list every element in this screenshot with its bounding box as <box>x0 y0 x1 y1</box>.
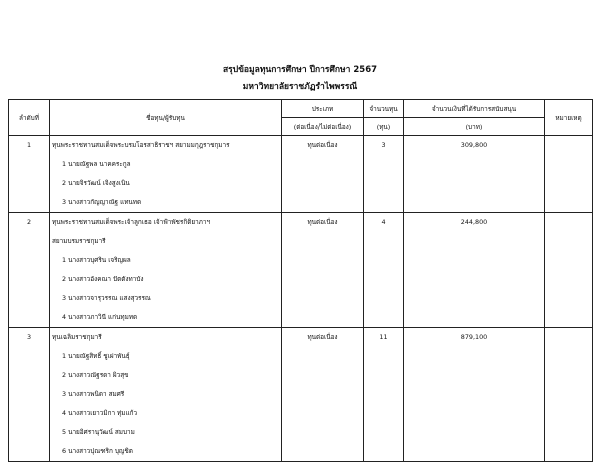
fund-cell <box>50 328 282 462</box>
row-count-text: 11 <box>379 333 388 341</box>
header-type-sub: (ต่อเนื่อง/ไม่ต่อเนื่อง) <box>282 118 364 136</box>
row-no-text: 2 <box>26 218 32 226</box>
fund-name: สยามบรมราชกุมารี <box>52 237 106 245</box>
row-count <box>364 328 404 462</box>
row-amount-text: 879,100 <box>460 333 488 341</box>
header-count-sub: (ทุน) <box>364 118 404 136</box>
scholarship-table <box>8 99 593 462</box>
row-amount-text: 309,800 <box>460 141 488 149</box>
table-row <box>9 136 593 213</box>
header-amount: จำนวนเงินที่ได้รับการสนับสนุน <box>404 100 545 118</box>
recipient-name: 4 นางสาวภาวินี แก่นทุมทด <box>62 313 138 321</box>
header-count: จำนวนทุน <box>364 100 404 118</box>
document-subtitle: มหาวิทยาลัยราชภัฏรำไพพรรณี <box>242 82 358 92</box>
row-amount <box>404 136 545 213</box>
document-title: สรุปข้อมูลทุนการศึกษา ปีการศึกษา 2567 <box>222 65 378 75</box>
table-row <box>9 213 593 328</box>
row-type <box>282 136 364 213</box>
row-note <box>545 136 593 213</box>
recipient-name: 6 นางสาวปุณฑริก บุญชิต <box>62 447 133 455</box>
recipient-name: 3 นางสาวกัญญาณัฐ แทนทด <box>62 198 142 206</box>
fund-name: ทุนพระราชทานสมเด็จพระเจ้าลูกเธอ เจ้าฟ้าพัชรกิติยาภาฯ <box>52 218 211 226</box>
row-no <box>9 328 50 462</box>
header-amount-sub: (บาท) <box>404 118 545 136</box>
row-amount-text: 244,800 <box>460 218 488 226</box>
row-no-text: 3 <box>26 333 32 341</box>
recipient-name: 2 นางสาวณัฐรดา ผิวสุข <box>62 371 129 379</box>
row-no <box>9 213 50 328</box>
row-type-text: ทุนต่อเนื่อง <box>307 141 338 149</box>
row-note <box>545 213 593 328</box>
recipient-name: 1 นายณัฐพล นาคคระกูล <box>62 160 131 168</box>
recipient-name: 3 นางสาวจารุวรรณ แสงสุวรรณ <box>62 294 151 302</box>
fund-cell <box>50 213 282 328</box>
row-count-text: 4 <box>381 218 386 226</box>
header-note: หมายเหตุ <box>545 100 593 136</box>
table-row <box>9 328 593 462</box>
recipient-name: 4 นางสาวเยาวมิกา ทุ่มแก้ว <box>62 409 138 417</box>
row-amount <box>404 213 545 328</box>
table-body <box>9 136 593 462</box>
recipient-name: 5 นายอิศรานุวัฒน์ สมบาม <box>62 428 135 436</box>
header-no: ลำดับที่ <box>9 100 50 136</box>
recipient-name: 3 นางสาวพนิดา สมศรี <box>62 390 125 398</box>
recipient-name: 2 นายจิรวัฒน์ เจิงสูงเนิน <box>62 179 130 187</box>
recipient-name: 1 นายณัฐสิทธิ์ ชูเผ่าพันธุ์ <box>62 352 130 360</box>
row-type <box>282 328 364 462</box>
recipient-name: 1 นางสาวบุศริน เจริญผล <box>62 256 131 264</box>
row-count <box>364 213 404 328</box>
header-type: ประเภท <box>282 100 364 118</box>
row-note <box>545 328 593 462</box>
row-count-text: 3 <box>381 141 386 149</box>
row-count <box>364 136 404 213</box>
row-type <box>282 213 364 328</box>
row-no <box>9 136 50 213</box>
recipient-name: 2 นางสาวอังคณา ปัตตังทาบัง <box>62 275 144 283</box>
row-type-text: ทุนต่อเนื่อง <box>307 218 338 226</box>
fund-name: ทุนเฉลิมราชกุมารี <box>52 333 102 341</box>
fund-cell <box>50 136 282 213</box>
row-amount <box>404 328 545 462</box>
header-fund-name: ชื่อทุน/ผู้รับทุน <box>50 100 282 136</box>
row-no-text: 1 <box>26 141 32 149</box>
row-type-text: ทุนต่อเนื่อง <box>307 333 338 341</box>
fund-name: ทุนพระราชทานสมเด็จพระบรมโอรสาธิราชฯ สยามมกุฎราชกุมาร <box>52 141 230 149</box>
